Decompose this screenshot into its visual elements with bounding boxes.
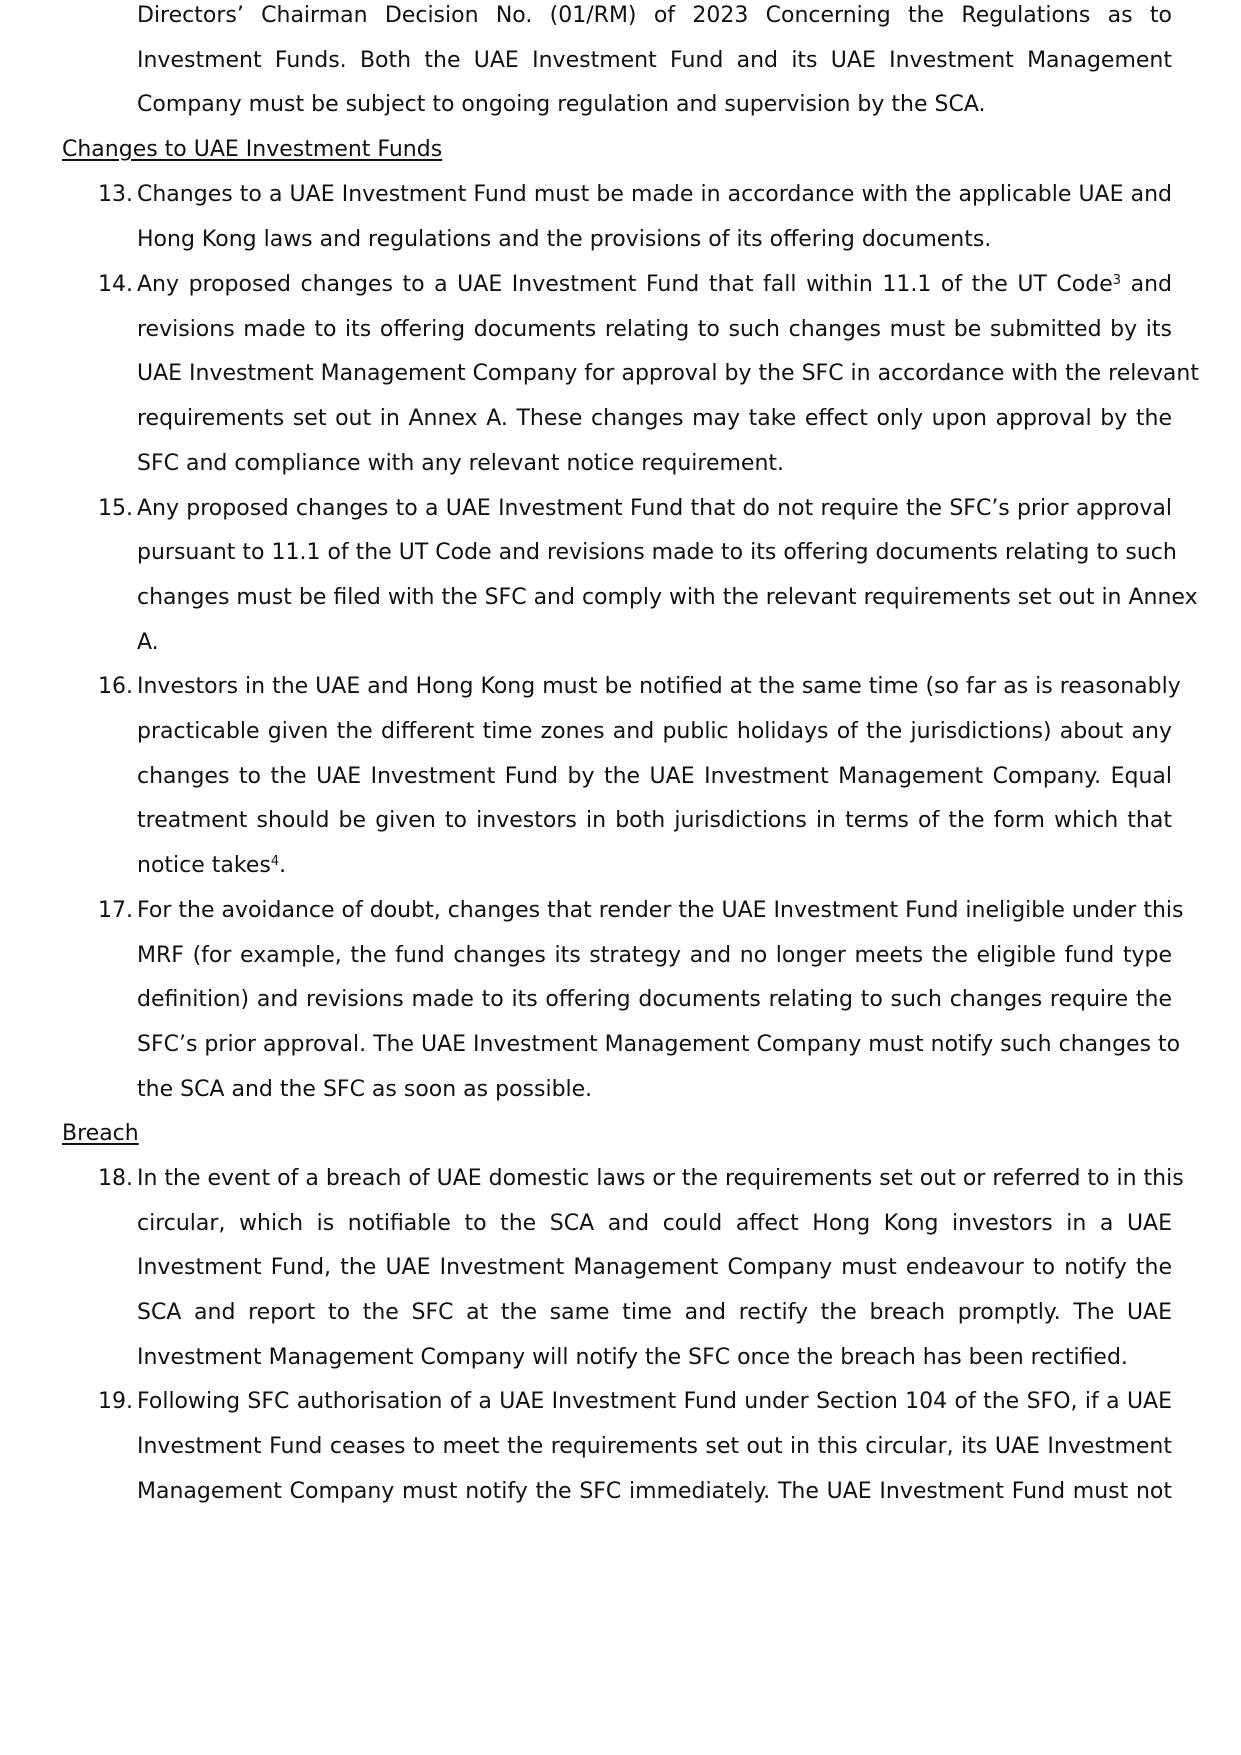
text-line: Investment Fund, the UAE Investment Management Company must endeavour to notify the	[137, 1255, 1172, 1280]
paragraph-number: 19.	[98, 1389, 133, 1414]
text-line: A.	[137, 630, 159, 655]
paragraph-number: 14.	[98, 272, 133, 297]
text-line: Any proposed changes to a UAE Investment Fund that fall within 11.1 of the UT Code$^3$ and	[137, 272, 1172, 297]
text-line: MRF (for example, the fund changes its strategy and no longer meets the eligible fund type	[137, 943, 1172, 968]
footnote-ref[interactable]: 4	[270, 854, 280, 869]
text-line: SFC’s prior approval. The UAE Investment Management Company must notify such changes to	[137, 1032, 1181, 1057]
paragraph-number: 13.	[98, 182, 133, 207]
text-line: In the event of a breach of UAE domestic laws or the requirements set out or referred to in this	[137, 1166, 1184, 1191]
section-heading-changes: Changes to UAE Investment Funds	[62, 137, 443, 162]
text-line: Investment Funds. Both the UAE Investment Fund and its UAE Investment Management	[137, 48, 1172, 73]
text-line: circular, which is notifiable to the SCA and could affect Hong Kong investors in a UAE	[137, 1211, 1172, 1236]
text-line: Management Company must notify the SFC immediately. The UAE Investment Fund must not	[137, 1479, 1172, 1504]
text-line: definition) and revisions made to its offering documents relating to such changes require the	[137, 987, 1172, 1012]
text-line: SCA and report to the SFC at the same time and rectify the breach promptly. The UAE	[137, 1300, 1172, 1325]
text-line: requirements set out in Annex A. These changes may take effect only upon approval by the	[137, 406, 1172, 431]
paragraph-number: 16.	[98, 674, 133, 699]
text-line: changes must be filed with the SFC and comply with the relevant requirements set out in Annex	[137, 585, 1198, 610]
text-line: Investment Fund ceases to meet the requirements set out in this circular, its UAE Investment	[137, 1434, 1172, 1459]
text-line: notice takes$^4$.	[137, 853, 287, 878]
text-line: Changes to a UAE Investment Fund must be made in accordance with the applicable UAE and	[137, 182, 1172, 207]
text-line: changes to the UAE Investment Fund by the UAE Investment Management Company. Equal	[137, 764, 1172, 789]
paragraph-number: 15.	[98, 496, 133, 521]
footnote-ref[interactable]: 3	[1112, 273, 1122, 288]
paragraph-number: 17.	[98, 898, 133, 923]
text-line: Hong Kong laws and regulations and the provisions of its offering documents.	[137, 227, 992, 252]
text-line: the SCA and the SFC as soon as possible.	[137, 1077, 593, 1102]
text-line: practicable given the different time zones and public holidays of the jurisdictions) about any	[137, 719, 1172, 744]
text-line: pursuant to 11.1 of the UT Code and revisions made to its offering documents relating to such	[137, 540, 1177, 565]
text-line: For the avoidance of doubt, changes that render the UAE Investment Fund ineligible under this	[137, 898, 1184, 923]
text-line: Any proposed changes to a UAE Investment Fund that do not require the SFC’s prior approval	[137, 496, 1172, 521]
text-line: SFC and compliance with any relevant notice requirement.	[137, 451, 785, 476]
section-heading-breach: Breach	[62, 1121, 139, 1146]
text-line: treatment should be given to investors in both jurisdictions in terms of the form which that	[137, 808, 1172, 833]
text-line: Investors in the UAE and Hong Kong must be notified at the same time (so far as is reasonably	[137, 674, 1181, 699]
text-line: revisions made to its offering documents relating to such changes must be submitted by its	[137, 317, 1172, 342]
text-line: UAE Investment Management Company for approval by the SFC in accordance with the relevant	[137, 361, 1199, 386]
text-line: Company must be subject to ongoing regulation and supervision by the SCA.	[137, 92, 986, 117]
paragraph-number: 18.	[98, 1166, 133, 1191]
text-line: Investment Management Company will notify the SFC once the breach has been rectified.	[137, 1345, 1128, 1370]
text-line: Following SFC authorisation of a UAE Investment Fund under Section 104 of the SFO, if a UAE	[137, 1389, 1172, 1414]
text-line: Directors’ Chairman Decision No. (01/RM) of 2023 Concerning the Regulations as to	[137, 3, 1172, 28]
